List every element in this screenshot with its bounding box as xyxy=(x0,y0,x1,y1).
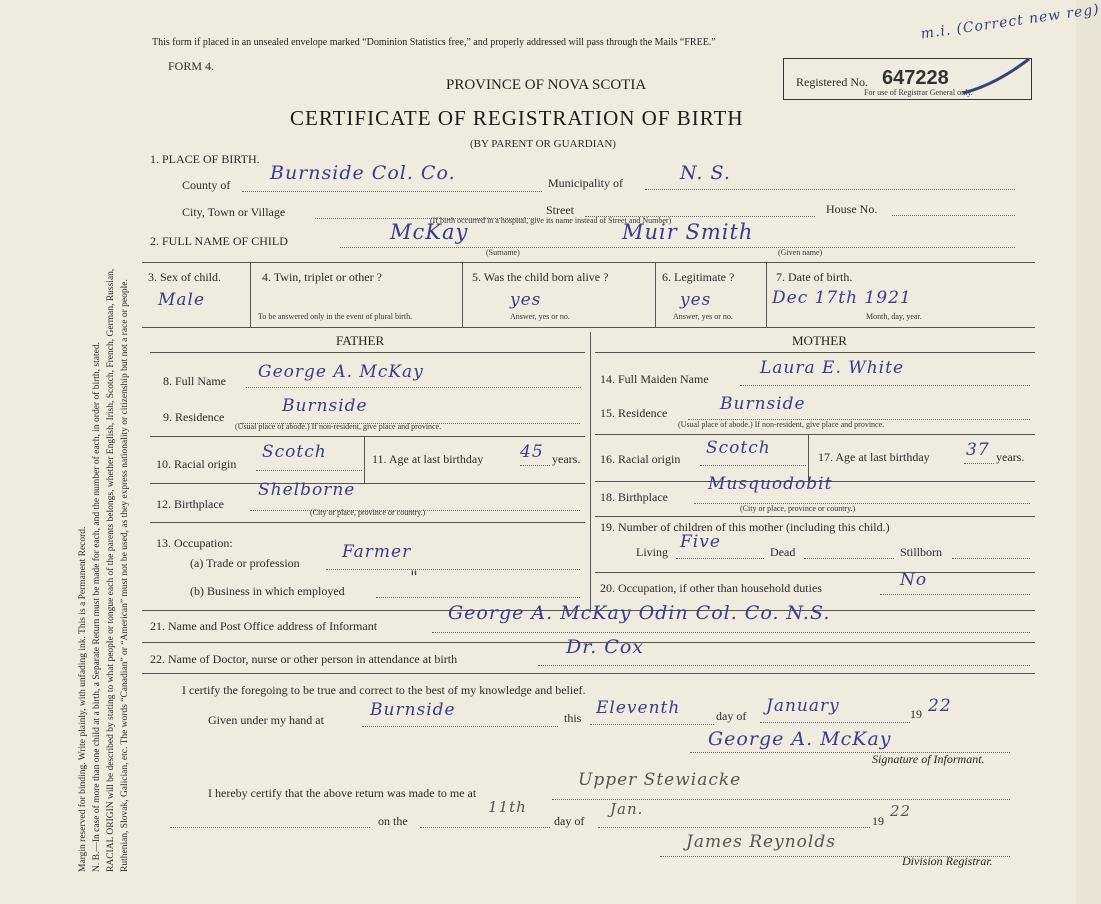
mother-racial-label: 16. Racial origin xyxy=(600,452,681,466)
mother-children-label: 19. Number of children of this mother (including this child.) xyxy=(600,520,890,534)
document-title: CERTIFICATE OF REGISTRATION OF BIRTH xyxy=(290,106,744,130)
informant-label: 21. Name and Post Office address of Informant xyxy=(150,619,378,633)
registrar-caption: Division Registrar. xyxy=(902,854,993,868)
mother-living-value: Five xyxy=(680,532,721,552)
father-birthplace-note: (City or place, province or country.) xyxy=(310,508,426,517)
father-birthplace-label: 12. Birthplace xyxy=(156,497,224,511)
mother-occupation-value: No xyxy=(900,570,928,590)
alive-note: Answer, yes or no. xyxy=(510,312,570,321)
certify-day-of-label: day of xyxy=(716,709,747,723)
given-caption: (Given name) xyxy=(778,248,823,257)
father-trade-value: Farmer xyxy=(342,542,412,562)
father-racial-label: 10. Racial origin xyxy=(156,457,237,471)
registrar-use-note: For use of Registrar General only. xyxy=(864,88,973,97)
mother-name-label: 14. Full Maiden Name xyxy=(600,372,709,386)
birth-date-note: Month, day, year. xyxy=(866,312,922,321)
county-label: County of xyxy=(182,178,231,192)
father-age-value: 45 xyxy=(520,442,544,462)
registrar-place-value: Upper Stewiacke xyxy=(578,770,742,790)
father-heading: FATHER xyxy=(336,333,385,348)
mother-dead-label: Dead xyxy=(770,545,796,559)
hospital-note: (If birth occurred in a hospital, give its name instead of Street and Number) xyxy=(430,216,672,225)
sex-value: Male xyxy=(158,290,206,310)
certify-year-value: 22 xyxy=(928,696,952,716)
registered-number: 647228 xyxy=(882,67,949,89)
alive-label: 5. Was the child born alive ? xyxy=(472,270,609,284)
mother-birthplace-value: Musquodobit xyxy=(708,474,833,494)
father-residence-note: (Usual place of abode.) If non-resident, give place and province. xyxy=(235,422,442,431)
side-note-2: N. B.—In case of more than one child at a birth, a Separate Return must be made for each, and the number of each, in order of birth, stated. xyxy=(92,342,102,872)
certify-day-value: Eleventh xyxy=(596,698,681,718)
birth-date-label: 7. Date of birth. xyxy=(776,270,853,284)
surname-caption: (Surname) xyxy=(486,248,520,257)
doctor-label: 22. Name of Doctor, nurse or other person in attendance at birth xyxy=(150,652,458,666)
legit-value: yes xyxy=(680,290,712,310)
form-number: FORM 4. xyxy=(168,59,215,73)
side-note-1: Margin reserved for binding. Write plainly, with unfading ink. This is a Permanent Record. xyxy=(78,526,88,872)
signature-caption: Signature of Informant. xyxy=(872,752,985,766)
check-mark-icon xyxy=(955,55,1035,100)
father-birthplace-value: Shelborne xyxy=(258,480,356,500)
doctor-value: Dr. Cox xyxy=(566,636,644,658)
house-label: House No. xyxy=(826,202,878,216)
father-trade-label: (a) Trade or profession xyxy=(190,556,300,570)
certify-place-value: Burnside xyxy=(370,700,456,720)
document-subtitle: (BY PARENT OR GUARDIAN) xyxy=(470,138,616,150)
municipality-value: N. S. xyxy=(680,162,731,184)
father-occupation-label: 13. Occupation: xyxy=(156,536,233,550)
mother-birthplace-label: 18. Birthplace xyxy=(600,490,668,504)
side-note-3: RACIAL ORIGIN will be described by stating to what people or tongue each of the parents belongs, whether English, Irish, Scotch, French, German, Russian, xyxy=(106,268,116,872)
father-business-label: (b) Business in which employed xyxy=(190,584,345,598)
registrar-day-of-label: day of xyxy=(554,814,585,828)
certify-year-prefix: 19 xyxy=(910,707,922,721)
father-racial-value: Scotch xyxy=(262,442,327,462)
mother-residence-label: 15. Residence xyxy=(600,406,668,420)
child-name-label: 2. FULL NAME OF CHILD xyxy=(150,234,288,248)
this-label: this xyxy=(564,711,582,725)
mother-racial-value: Scotch xyxy=(706,438,771,458)
child-given-value: Muir Smith xyxy=(622,220,754,244)
city-label: City, Town or Village xyxy=(182,205,286,219)
mother-living-label: Living xyxy=(636,545,668,559)
corner-note: m.i. (Correct new reg) xyxy=(919,1,1101,43)
side-note-4: Ruthenian, Slovak, Galician, etc. The words “Canadian” or “American” must not be used, as they express nationality or citizenship but not a race or people. xyxy=(120,279,130,872)
legit-label: 6. Legitimate ? xyxy=(662,270,735,284)
father-name-label: 8. Full Name xyxy=(163,374,226,388)
municipality-label: Municipality of xyxy=(548,176,623,190)
informant-value: George A. McKay Odin Col. Co. N.S. xyxy=(448,602,831,624)
on-the-label: on the xyxy=(378,814,408,828)
mother-years: years. xyxy=(996,450,1025,464)
registrar-signature: James Reynolds xyxy=(686,832,836,852)
father-age-label: 11. Age at last birthday xyxy=(372,452,484,466)
place-section-label: 1. PLACE OF BIRTH. xyxy=(150,152,260,166)
mother-birthplace-note: (City or place, province or country.) xyxy=(740,504,856,513)
registered-label: Registered No. xyxy=(796,75,868,89)
registrar-year-prefix: 19 xyxy=(872,814,884,828)
sex-label: 3. Sex of child. xyxy=(148,270,221,284)
mother-age-label: 17. Age at last birthday xyxy=(818,450,930,464)
father-business-value: " xyxy=(410,568,419,588)
father-name-value: George A. McKay xyxy=(258,362,424,382)
mother-occupation-label: 20. Occupation, if other than household duties xyxy=(600,581,822,595)
certify-statement: I certify the foregoing to be true and correct to the best of my knowledge and belief. xyxy=(182,683,586,697)
twin-label: 4. Twin, triplet or other ? xyxy=(262,270,382,284)
informant-signature: George A. McKay xyxy=(708,728,892,750)
registrar-statement: I hereby certify that the above return was made to me at xyxy=(208,786,477,800)
given-under-label: Given under my hand at xyxy=(208,713,324,727)
certify-month-value: January xyxy=(766,696,840,716)
province-title: PROVINCE OF NOVA SCOTIA xyxy=(446,77,647,93)
mother-age-value: 37 xyxy=(966,440,990,460)
county-value: Burnside Col. Co. xyxy=(270,162,456,184)
father-residence-value: Burnside xyxy=(282,396,368,416)
mother-heading: MOTHER xyxy=(792,333,847,348)
street-label: Street xyxy=(546,203,574,217)
registrar-day-value: 11th xyxy=(488,798,527,816)
legit-note: Answer, yes or no. xyxy=(673,312,733,321)
mail-note: This form if placed in an unsealed envelope marked “Dominion Statistics free,” and properly addressed will pass through the Mails “FREE.” xyxy=(152,37,716,48)
mother-stillborn-label: Stillborn xyxy=(900,545,943,559)
twin-note: To be answered only in the event of plural birth. xyxy=(258,312,413,321)
registrar-month-value: Jan. xyxy=(610,800,644,818)
mother-residence-note: (Usual place of abode.) If non-resident, give place and province. xyxy=(678,420,885,429)
alive-value: yes xyxy=(510,290,542,310)
child-surname-value: McKay xyxy=(390,220,469,244)
mother-residence-value: Burnside xyxy=(720,394,806,414)
registrar-year-value: 22 xyxy=(890,802,912,820)
father-residence-label: 9. Residence xyxy=(163,410,225,424)
mother-name-value: Laura E. White xyxy=(760,358,905,378)
birth-date-value: Dec 17th 1921 xyxy=(772,288,912,308)
father-years: years. xyxy=(552,452,581,466)
